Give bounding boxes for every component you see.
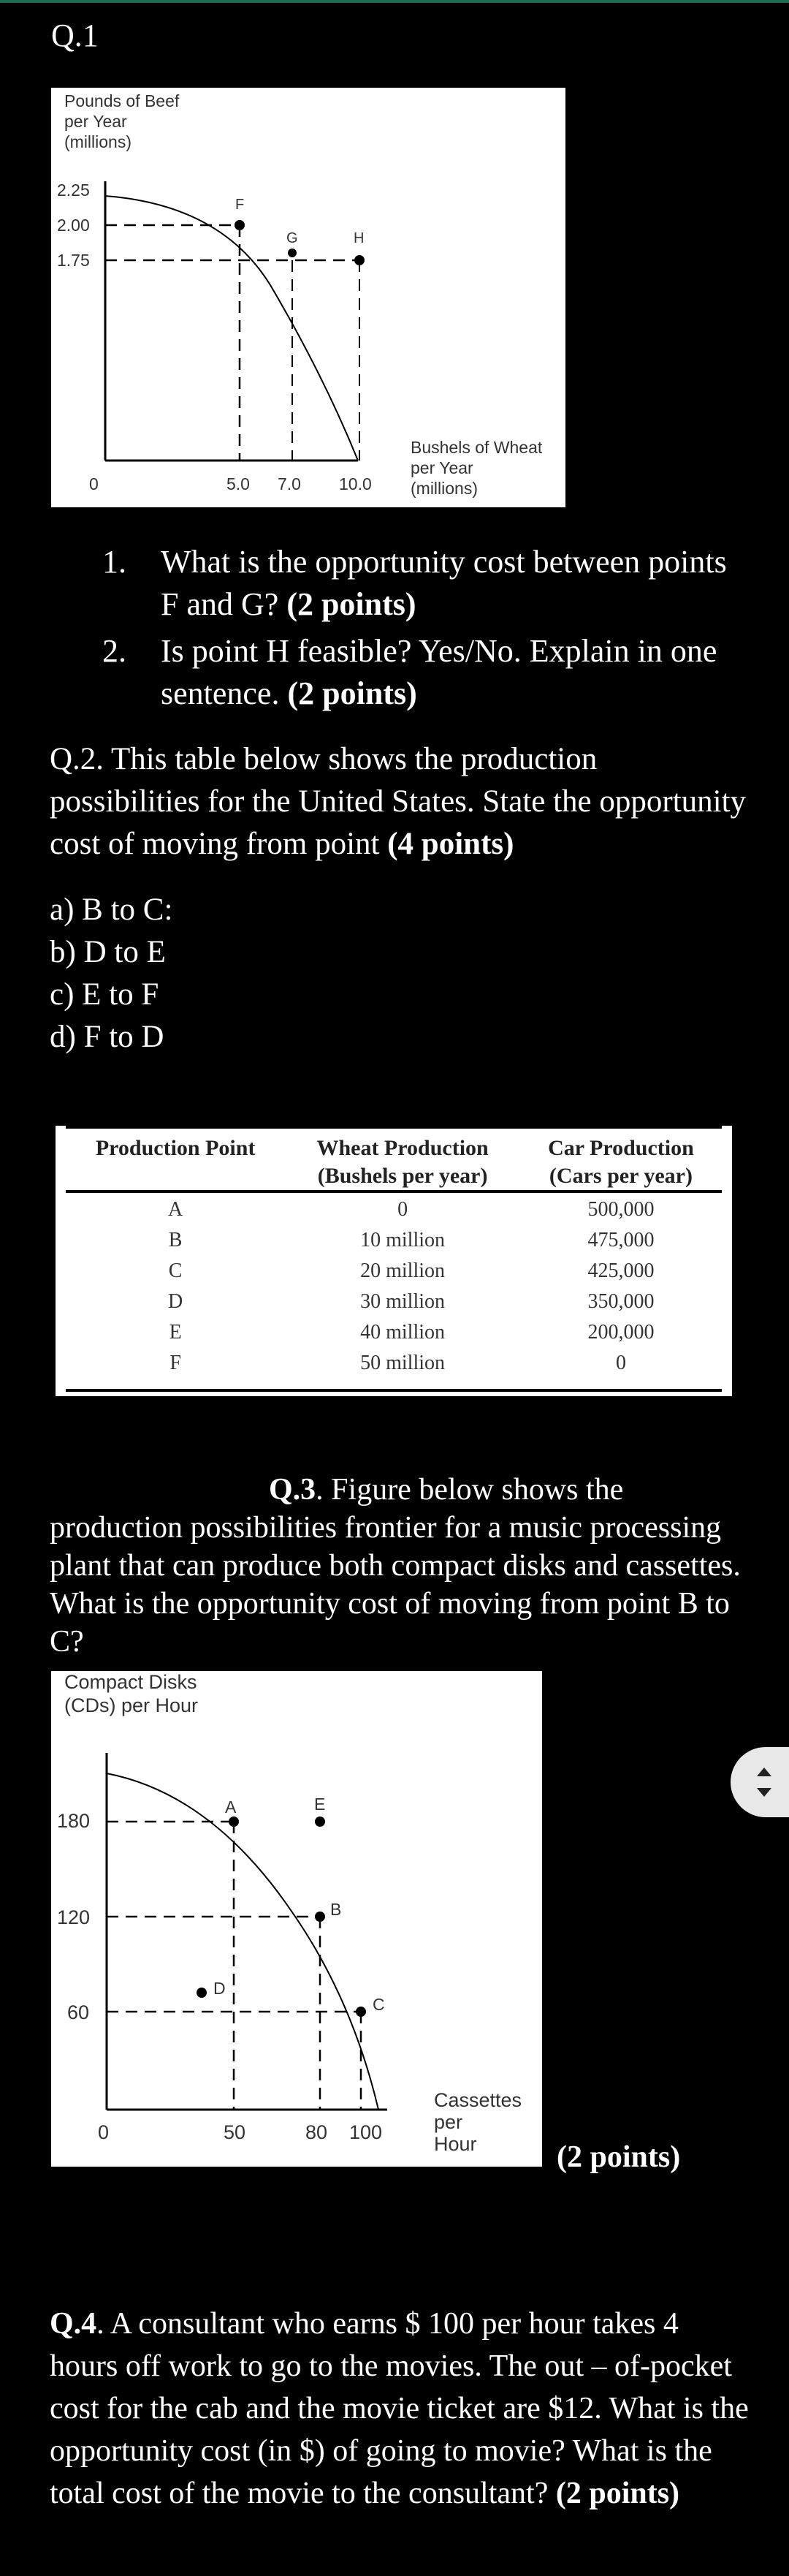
q3-x-tick-80: 80 bbox=[305, 2121, 328, 2143]
q4-points: (2 points) bbox=[555, 2477, 680, 2510]
header-production-point: Production Point bbox=[95, 1136, 256, 1160]
q1-label-h: H bbox=[354, 230, 365, 246]
q3-point-c bbox=[356, 2007, 366, 2017]
q1-x-label-1: Bushels of Wheat bbox=[411, 438, 543, 457]
q1-y-label-1: Pounds of Beef bbox=[64, 91, 180, 110]
table-row: B 10 million 475,000 bbox=[168, 1229, 655, 1251]
q3-text: . Figure below shows the production possibilities frontier for a music processing plant that can produce both compact disks and cassettes. What is the opportunity cost of moving from point B to C? bbox=[50, 1473, 741, 1659]
q3-point-b bbox=[315, 1912, 325, 1922]
q3-label-a: A bbox=[225, 1797, 237, 1817]
q1-x-tick-70: 7.0 bbox=[278, 474, 301, 493]
q2-prompt bbox=[50, 738, 751, 865]
q1-point-h bbox=[354, 255, 365, 265]
up-down-chevron-icon bbox=[731, 1747, 789, 1817]
q2-option-a: a) B to C: bbox=[50, 893, 173, 927]
q3-prompt bbox=[50, 1471, 751, 1661]
table-row: A 0 500,000 bbox=[168, 1198, 655, 1221]
q1-origin: 0 bbox=[89, 474, 99, 493]
q2-points: (4 points) bbox=[387, 827, 514, 861]
q3-y-tick-120: 120 bbox=[57, 1906, 91, 1928]
q1-x-tick-50: 5.0 bbox=[226, 474, 250, 493]
q1-y-label-3: (millions) bbox=[64, 132, 132, 151]
q3-point-e bbox=[315, 1817, 325, 1827]
q1-graph bbox=[51, 88, 565, 507]
q4-text: . A consultant who earns $ 100 per hour takes 4 hours off work to go to the movies. The out – of-pocket cost for the cab and the movie ticket are $12. What is the opportunity cost (in $) of going to movie? What is the total cost of the movie to the consultant? bbox=[50, 2307, 749, 2510]
q1-question-1 bbox=[102, 541, 731, 626]
q4-prompt bbox=[50, 2303, 751, 2515]
q3-y-label-2: (CDs) per Hour bbox=[64, 1694, 199, 1716]
q1-ppf-curve bbox=[105, 196, 358, 461]
q1-question-list bbox=[102, 541, 731, 719]
q1-x-tick-100: 10.0 bbox=[339, 474, 372, 493]
q3-y-tick-180: 180 bbox=[57, 1810, 91, 1832]
q3-y-tick-60: 60 bbox=[67, 2001, 90, 2023]
q3-graph bbox=[51, 1671, 542, 2167]
q3-label-c: C bbox=[373, 1995, 385, 2014]
q1-title: Q.1 bbox=[51, 18, 99, 53]
q1-question-1-points: (2 points) bbox=[286, 586, 416, 622]
q1-x-label-3: (millions) bbox=[411, 479, 478, 498]
table-row: C 20 million 425,000 bbox=[168, 1259, 655, 1282]
table-row: D 30 million 350,000 bbox=[168, 1290, 655, 1313]
q1-question-1-number: 1. bbox=[102, 544, 126, 580]
q1-point-g bbox=[288, 249, 297, 257]
production-table bbox=[56, 1126, 732, 1396]
q2-option-d: d) F to D bbox=[50, 1020, 164, 1054]
q3-x-label-1: Cassettes bbox=[434, 2089, 522, 2111]
q2-text: Q.2. This table below shows the production possibilities for the United States. State the opportunity cost of moving from point bbox=[50, 742, 747, 861]
q3-x-tick-50: 50 bbox=[224, 2121, 246, 2143]
q2-options bbox=[50, 889, 172, 1058]
q3-origin: 0 bbox=[98, 2121, 110, 2143]
q1-question-1-text: What is the opportunity cost between points F and G? bbox=[161, 544, 727, 622]
q1-y-label-2: per Year bbox=[64, 112, 127, 131]
q3-y-label-1: Compact Disks bbox=[64, 1671, 197, 1693]
q3-point-a bbox=[229, 1817, 239, 1827]
q3-ppf-curve bbox=[107, 1773, 378, 2110]
q3-label: Q.3 bbox=[269, 1473, 316, 1507]
q1-label-g: G bbox=[286, 230, 298, 246]
scroll-toggle-button[interactable] bbox=[731, 1747, 789, 1817]
q1-point-f bbox=[235, 220, 245, 230]
q1-x-label-2: per Year bbox=[411, 458, 473, 477]
q1-y-tick-200: 2.00 bbox=[57, 216, 90, 235]
q2-option-b: b) D to E bbox=[50, 935, 166, 969]
q1-question-2-text: Is point H feasible? Yes/No. Explain in one sentence. bbox=[161, 633, 717, 711]
q1-label-f: F bbox=[235, 197, 245, 213]
q1-y-tick-175: 1.75 bbox=[57, 251, 90, 270]
table-row: E 40 million 200,000 bbox=[169, 1321, 655, 1344]
q1-question-2-number: 2. bbox=[102, 633, 126, 669]
q1-question-2 bbox=[102, 630, 731, 715]
header-car: Car Production (Cars per year) bbox=[548, 1136, 694, 1188]
q2-option-c: c) E to F bbox=[50, 977, 159, 1012]
q1-y-tick-225: 2.25 bbox=[57, 181, 90, 200]
q4-label: Q.4 bbox=[50, 2307, 97, 2341]
top-accent-line bbox=[0, 0, 789, 3]
q3-label-d: D bbox=[213, 1979, 226, 1998]
q3-x-label-3: Hour bbox=[434, 2133, 477, 2155]
q1-question-2-points: (2 points) bbox=[287, 675, 417, 711]
q3-label-e: E bbox=[314, 1795, 326, 1814]
q3-point-d bbox=[197, 1988, 207, 1998]
q3-points: (2 points) bbox=[557, 2140, 681, 2174]
q3-x-tick-100: 100 bbox=[349, 2121, 383, 2143]
q3-label-b: B bbox=[330, 1900, 342, 1919]
table-row: F 50 million 0 bbox=[169, 1352, 626, 1374]
header-wheat: Wheat Production (Bushels per year) bbox=[316, 1136, 489, 1188]
q3-x-label-2: per bbox=[434, 2111, 463, 2133]
